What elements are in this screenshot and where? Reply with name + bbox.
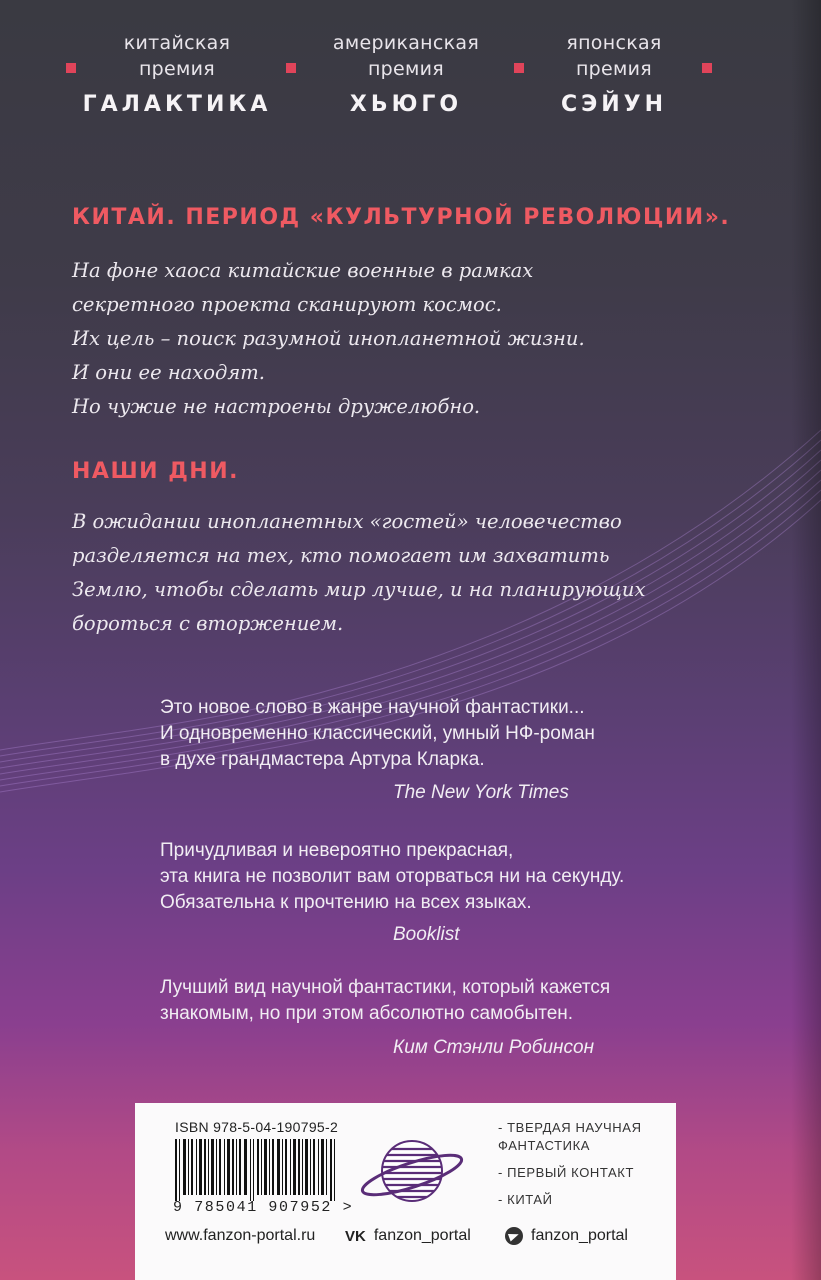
award-marker-icon (286, 63, 296, 73)
genre-tag: ФАНТАСТИКА (498, 1138, 591, 1153)
quote-line: знакомым, но при этом абсолютно самобытен. (160, 1003, 574, 1024)
quote-line: в духе грандмастера Артура Кларка. (160, 749, 485, 770)
vk-icon: VK (345, 1227, 366, 1245)
section-text-china (72, 254, 585, 424)
genre-tag: - КИТАЙ (498, 1192, 553, 1207)
award-hugo (296, 30, 516, 117)
genre-tags (498, 1119, 642, 1218)
barcode-digits: 9 785041 907952 > (173, 1199, 354, 1216)
website-link[interactable]: www.fanzon-portal.ru (165, 1227, 316, 1244)
cover-edge-shadow (791, 0, 821, 1280)
text-line: Их цель – поиск разумной инопланетной жизни. (72, 327, 585, 350)
review-quote (160, 975, 610, 1027)
award-marker-icon (514, 63, 524, 73)
vk-link[interactable] (345, 1227, 471, 1245)
award-line: японская (566, 32, 662, 54)
isbn-text: ISBN 978-5-04-190795-2 (175, 1119, 339, 1135)
award-galaxy (67, 30, 287, 117)
text-line: Землю, чтобы сделать мир лучше, и на планирующих (72, 578, 646, 601)
text-line: На фоне хаоса китайские военные в рамках (72, 259, 534, 282)
barcode-icon (173, 1139, 338, 1201)
section-heading-china: КИТАЙ. ПЕРИОД «КУЛЬТУРНОЙ РЕВОЛЮЦИИ». (72, 205, 731, 230)
award-name: ГАЛАКТИКА (82, 92, 272, 117)
telegram-link[interactable] (505, 1227, 628, 1245)
quote-line: Лучший вид научной фантастики, который кажется (160, 977, 611, 998)
telegram-handle: fanzon_portal (531, 1227, 628, 1244)
quote-line: Это новое слово в жанре научной фантастики... (160, 697, 585, 718)
quote-source: The New York Times (393, 782, 569, 803)
award-marker-icon (702, 63, 712, 73)
quote-line: Причудливая и невероятно прекрасная, (160, 840, 514, 861)
quote-source: Booklist (393, 924, 460, 945)
section-text-today (72, 505, 646, 641)
award-name: ХЬЮГО (349, 92, 463, 117)
award-line: китайская (123, 32, 231, 54)
vk-handle: fanzon_portal (373, 1227, 471, 1244)
text-line: Но чужие не настроены дружелюбно. (72, 395, 481, 418)
text-line: секретного проекта сканируют космос. (72, 293, 502, 316)
genre-tag: - ПЕРВЫЙ КОНТАКТ (498, 1165, 634, 1180)
award-line: премия (575, 58, 653, 80)
award-seiun (504, 30, 724, 117)
section-heading-today: НАШИ ДНИ. (72, 459, 239, 484)
text-line: бороться с вторжением. (72, 612, 344, 635)
review-quote (160, 695, 595, 773)
quote-line: эта книга не позволит вам оторваться ни на секунду. (160, 866, 625, 887)
planet-icon (357, 1129, 467, 1213)
review-quote (160, 838, 624, 916)
award-marker-icon (66, 63, 76, 73)
text-line: разделяется на тех, кто помогает им захватить (72, 544, 610, 567)
info-panel (135, 1103, 676, 1280)
genre-tag: - ТВЕРДАЯ НАУЧНАЯ (498, 1120, 642, 1135)
award-line: премия (367, 58, 445, 80)
telegram-icon (505, 1227, 523, 1245)
award-name: СЭЙУН (560, 92, 668, 117)
quote-line: Обязательна к прочтению на всех языках. (160, 892, 532, 913)
text-line: В ожидании инопланетных «гостей» человечество (72, 510, 622, 533)
text-line: И они ее находят. (72, 361, 265, 384)
award-line: премия (138, 58, 216, 80)
award-line: американская (332, 32, 480, 54)
quote-line: И одновременно классический, умный НФ-роман (160, 723, 595, 744)
quote-source: Ким Стэнли Робинсон (393, 1037, 595, 1058)
